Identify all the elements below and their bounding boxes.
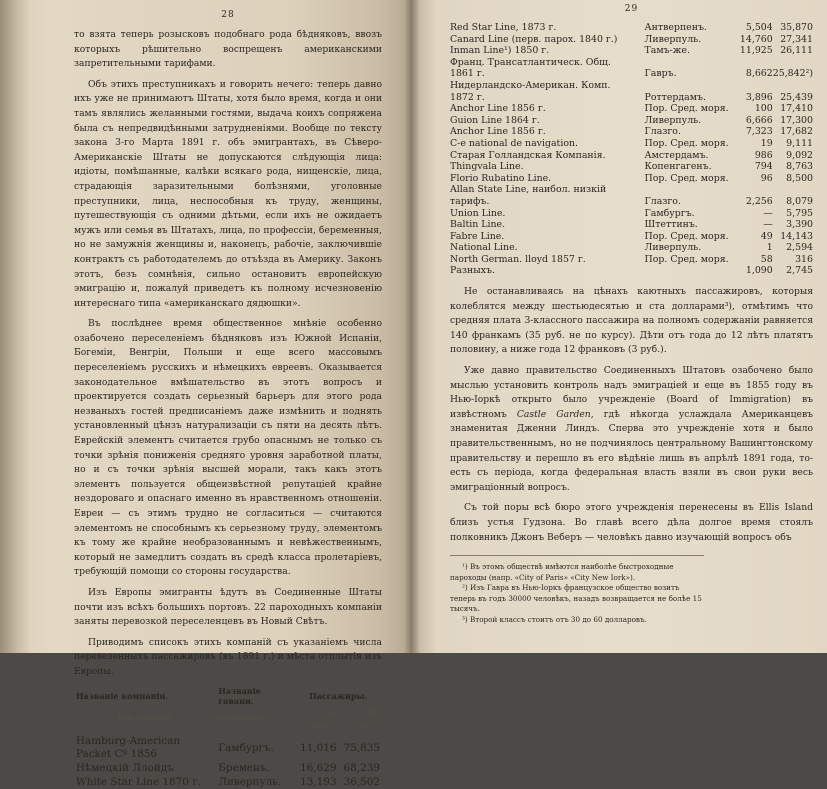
passengers-third: 35,870 <box>773 22 813 34</box>
table-row <box>450 92 813 104</box>
paragraph <box>450 364 813 495</box>
port-name: Амстердамъ. <box>639 150 733 162</box>
column-header: Названіе компаніи. <box>74 686 216 706</box>
passengers-first: 2,256 <box>733 196 773 208</box>
port-name: Пор. Сред. моря. <box>639 231 733 243</box>
passengers-third: 17,682 <box>773 126 813 138</box>
passengers-third: 27,341 <box>773 34 813 46</box>
company-name: Anchor Line 1856 г. <box>450 103 639 115</box>
company-name: White Star Line 1870 г. <box>74 776 216 789</box>
table-subheader-row <box>74 706 382 735</box>
table-row <box>450 103 813 115</box>
passengers-first: 1,090 <box>733 265 773 277</box>
passengers-third: 26,111 <box>773 45 813 57</box>
company-name: 1872 г. <box>450 92 639 104</box>
passengers-first: 6,666 <box>733 115 773 127</box>
port-name: Гамбургъ. <box>216 735 294 762</box>
table-row <box>450 45 813 57</box>
company-name: Разныхъ. <box>450 265 639 277</box>
left-page <box>0 0 412 653</box>
passengers-first: 13,193 <box>294 776 338 789</box>
table-row <box>450 231 813 243</box>
company-name: North German. lloyd 1857 г. <box>450 254 639 266</box>
table-row <box>450 22 813 34</box>
table-row <box>450 138 813 150</box>
passengers-first: 100 <box>733 103 773 115</box>
port-name: Пор. Сред. моря. <box>639 103 733 115</box>
paragraph: Изъ Европы эмигранты ѣдутъ въ Соединенные Штаты почти изъ всѣхъ большихъ портовъ. 22 пароходныхъ компаніи заняты перевозкой переселенцевъ въ Новый Свѣтъ. <box>74 586 382 630</box>
table-row <box>450 265 813 277</box>
paragraph: Объ этихъ преступникахъ и говорить нечего: теперь давно ихъ уже не принимаютъ Штаты, хотя было время, когда и они тамъ являлись желанными гостями, выдача коихъ сопряжена была съ непредвидѣнными затрудненіями. Вообще по тексту закона 3-го Марта 1891 г. объ эмигрантахъ, въ Сѣверо-Американскіе Штаты не допускаются слѣдующія лица: идіоты, помѣшанные, калѣки всякаго рода, нищенскіе, лица, страдающія заразительными болѣзнями, уголовные преступники, лица, неспособныя къ труду, женщины, путешествующія съ одними дѣтьми, если ихъ не ожидаетъ мужъ или семья въ Штатахъ, лица, по профессіи, беременныя, но не замужнія женщины и, наконецъ, рабочіе, заключившіе контрактъ съ работодателемъ до отъѣзда въ Америку. Законъ этотъ, безъ сомнѣнія, сильно остановитъ европейскую эмиграцію и, пожалуй приведетъ къ полному исчезновенію интереснаго типа «американскаго дядюшки». <box>74 78 382 312</box>
footnote: ²) Изъ Гавра въ Нью-Іоркъ французское общество возитъ теперь въ годъ 30000 человѣкъ, назадъ возвращается не болѣе 15 тысячъ. <box>450 583 704 615</box>
port-name <box>639 80 733 92</box>
table-row <box>450 208 813 220</box>
port-name: Тамъ-же. <box>639 45 733 57</box>
passengers-first: 8,662 <box>733 68 773 80</box>
passengers-first: — <box>733 208 773 220</box>
passengers-third: 8,500 <box>773 173 813 185</box>
company-name: Anchor Line 1856 г. <box>450 126 639 138</box>
passengers-third: 17,300 <box>773 115 813 127</box>
shipping-companies-table <box>74 686 382 789</box>
passengers-third <box>773 184 813 196</box>
passengers-third: 2,594 <box>773 242 813 254</box>
passengers-first <box>733 80 773 92</box>
passengers-third: 8,763 <box>773 161 813 173</box>
port-name: Глазго. <box>639 126 733 138</box>
footnote: ¹) Въ этомъ обществѣ имѣются наиболѣе быстроходные пароходы (напр. «City of Paris» «City New Iork»). <box>450 562 704 583</box>
passengers-third: 316 <box>773 254 813 266</box>
table-row <box>450 242 813 254</box>
company-name: 1861 г. <box>450 68 639 80</box>
port-name: Копенгагенъ. <box>639 161 733 173</box>
port-name <box>639 184 733 196</box>
paragraph: Съ той поры всѣ бюро этого учрежденія перенесены въ Ellis Island близъ устья Гудзона. Во главѣ всего дѣла долгое время стоялъ полковникъ Джонъ Веберъ — человѣкъ давно изучающій вопросъ объ <box>450 501 813 545</box>
paragraph: Приводимъ списокъ этихъ компаній съ указаніемъ числа перевезенныхъ пассажировъ (въ 1891 г.) и мѣста отплытія изъ Европы. <box>74 636 382 680</box>
page-number: 29 <box>450 4 813 14</box>
column-subheader: 1—2 классъ. <box>294 706 338 735</box>
table-row <box>450 68 813 80</box>
table-row <box>450 254 813 266</box>
table-row <box>74 762 382 776</box>
passengers-third: 9,092 <box>773 150 813 162</box>
passengers-third: 25,439 <box>773 92 813 104</box>
company-name: Florio Rubatino Line. <box>450 173 639 185</box>
company-name: Canard Line (перв. парох. 1840 г.) <box>450 34 639 46</box>
passengers-first: 19 <box>733 138 773 150</box>
company-name: Fabre Line. <box>450 231 639 243</box>
port-name: Ливерпуль. <box>639 115 733 127</box>
table-row <box>450 196 813 208</box>
company-name: Старая Голландская Компанія. <box>450 150 639 162</box>
column-subheader: Отправленія. <box>216 706 294 735</box>
port-name <box>639 57 733 69</box>
company-name: National Line. <box>450 242 639 254</box>
table-row <box>450 80 813 92</box>
passengers-third: 25,842²) <box>773 68 813 80</box>
column-subheader: 3-го классъ. <box>339 706 382 735</box>
shipping-companies-table-continued <box>450 22 813 277</box>
port-name: Глазго. <box>639 196 733 208</box>
book-gutter <box>404 0 420 653</box>
company-name: Union Line. <box>450 208 639 220</box>
company-name: Allan State Line, наибол. низкій <box>450 184 639 196</box>
passengers-third: 14,143 <box>773 231 813 243</box>
passengers-third: 17,410 <box>773 103 813 115</box>
passengers-first: 16,629 <box>294 762 338 776</box>
company-name: Нѣмецкій Ллойдъ <box>74 762 216 776</box>
table-row <box>74 776 382 789</box>
passengers-third: 68,239 <box>339 762 382 776</box>
table-row <box>450 184 813 196</box>
table-row <box>74 735 382 762</box>
company-name: Нидерландско-Американ. Комп. <box>450 80 639 92</box>
passengers-first: 58 <box>733 254 773 266</box>
port-name: Антверпенъ. <box>639 22 733 34</box>
company-name: Red Star Line, 1873 г. <box>450 22 639 34</box>
paragraph: Въ послѣднее время общественное мнѣніе особенно озабочено переселеніемъ бѣдняковъ изъ Южной Испаніи, Богеміи, Венгріи, Польши и еще всего массовымъ переселеніемъ русскихъ и нѣмецкихъ евреевъ. Оказывается законодательное вмѣшательство въ этотъ вопросъ и проектируется создать серьезный барьеръ для этого рода незваныхъ гостей предписаніемъ даже измѣнить и поднять установленный цѣнзъ натурализаціи съ пяти на десять лѣтъ. Еврейскій элементъ считается грубо опаснымъ не только съ точки зрѣнія пониженія средняго уровня заработной платы, но и съ точки зрѣнія высшей морали, такъ какъ этотъ элементъ пользуется общеизвѣстной репутаціей крайне нездороваго и опаснаго именно въ нравственномъ отношеніи. Евреи — съ этимъ трудно не согласиться — считаются элементомъ не способнымъ къ серьезному труду, элементомъ къ тому же крайне необразованнымъ и невѣжественнымъ, который не замедлитъ создать въ средѣ класса пролетаріевъ, требующій помощи со стороны государства. <box>74 317 382 580</box>
table-header-row <box>74 686 382 706</box>
table-row <box>450 126 813 138</box>
passengers-third: 3,390 <box>773 219 813 231</box>
paragraph-text: , гдѣ нѣкогда услаждала Американцевъ знаменитая Дженни Линдъ. Сперва это учрежденіе хотя и было правительственнымъ, но не подчинялось центральному Вашингтонскому правительству и перешло въ его вѣдѣніе лишь въ апрѣлѣ 1891 года, то-есть съ періода, когда федеральная власть взяли въ свои руки весь эмиграціонный вопросъ. <box>450 409 813 493</box>
port-name: Бременъ. <box>216 762 294 776</box>
port-name: Штеттинъ. <box>639 219 733 231</box>
passengers-first: 3,896 <box>733 92 773 104</box>
company-name: Франц. Трансатлантическ. Общ. <box>450 57 639 69</box>
paragraph-text: Уже давно правительство Соединенныхъ Штатовъ озабочено было мыслью установить контроль надъ эмиграціей и еще въ 1855 году въ Нью-Іоркѣ открыто было учрежденіе (Board of Immigration) въ извѣстномъ <box>450 365 813 420</box>
company-name: Hamburg-American Packet Cº 1856 <box>74 735 216 762</box>
passengers-first <box>733 184 773 196</box>
page-edge-shadow <box>0 0 30 653</box>
passengers-third: 36,502 <box>339 776 382 789</box>
passengers-first: 986 <box>733 150 773 162</box>
port-name: Гавръ. <box>639 68 733 80</box>
passengers-third: 5,795 <box>773 208 813 220</box>
passengers-third: 8,079 <box>773 196 813 208</box>
table-row <box>450 57 813 69</box>
footnote: ³) Второй классъ стоитъ отъ 30 до 60 долларовъ. <box>450 615 704 626</box>
passengers-first: 14,760 <box>733 34 773 46</box>
passengers-first: 11,016 <box>294 735 338 762</box>
passengers-first: 7,323 <box>733 126 773 138</box>
table-row <box>450 161 813 173</box>
port-name: Пор. Сред. моря. <box>639 173 733 185</box>
right-page <box>412 0 827 653</box>
table-row <box>450 34 813 46</box>
table-row <box>450 150 813 162</box>
port-name: Ливерпуль. <box>639 242 733 254</box>
passengers-first: 1 <box>733 242 773 254</box>
passengers-third: 9,111 <box>773 138 813 150</box>
passengers-first: 49 <box>733 231 773 243</box>
page-number: 28 <box>74 10 382 20</box>
company-name: Baltin Line. <box>450 219 639 231</box>
passengers-third <box>773 57 813 69</box>
table-row <box>450 173 813 185</box>
passengers-first: 96 <box>733 173 773 185</box>
company-name: C-e national de navigation. <box>450 138 639 150</box>
column-subheader: Годъ основанія. <box>74 706 216 735</box>
passengers-first: — <box>733 219 773 231</box>
company-name: Inman Line¹) 1850 г. <box>450 45 639 57</box>
passengers-first: 5,504 <box>733 22 773 34</box>
passengers-first <box>733 57 773 69</box>
castle-garden-italic: Castle Garden <box>517 409 591 420</box>
port-name: Пор. Сред. моря. <box>639 138 733 150</box>
port-name: Гамбургъ. <box>639 208 733 220</box>
footnotes <box>450 555 704 625</box>
passengers-first: 794 <box>733 161 773 173</box>
column-header: Названіе гавани. <box>216 686 294 706</box>
column-header: Пассажиры. <box>294 686 382 706</box>
passengers-third: 75,835 <box>339 735 382 762</box>
port-name: Пор. Сред. моря. <box>639 254 733 266</box>
port-name <box>639 265 733 277</box>
company-name: тарифъ. <box>450 196 639 208</box>
paragraph: Не останавливаясь на цѣнахъ каютныхъ пассажировъ, которыя колеблятся между шестьюдесятью и ста долларами³), отмѣтимъ что средняя плата 3-классного пассажира на полномъ содержаніи равняется 140 франкамъ (35 руб. не по курсу). Дѣти отъ года до 12 лѣтъ платятъ половину, а ниже года 12 франковъ (3 руб.). <box>450 285 813 358</box>
table-row <box>450 219 813 231</box>
port-name: Ливерпуль. <box>639 34 733 46</box>
passengers-third: 2,745 <box>773 265 813 277</box>
paragraph: то взята теперь розысковъ подобнаго рода бѣдняковъ, ввозъ которыхъ рѣшительно воспрещенъ американскими запретительными тарифами. <box>74 28 382 72</box>
port-name: Ливерпуль. <box>216 776 294 789</box>
table-row <box>450 115 813 127</box>
port-name: Роттердамъ. <box>639 92 733 104</box>
company-name: Guion Line 1864 г. <box>450 115 639 127</box>
company-name: Thingvala Line. <box>450 161 639 173</box>
passengers-third <box>773 80 813 92</box>
passengers-first: 11,925 <box>733 45 773 57</box>
